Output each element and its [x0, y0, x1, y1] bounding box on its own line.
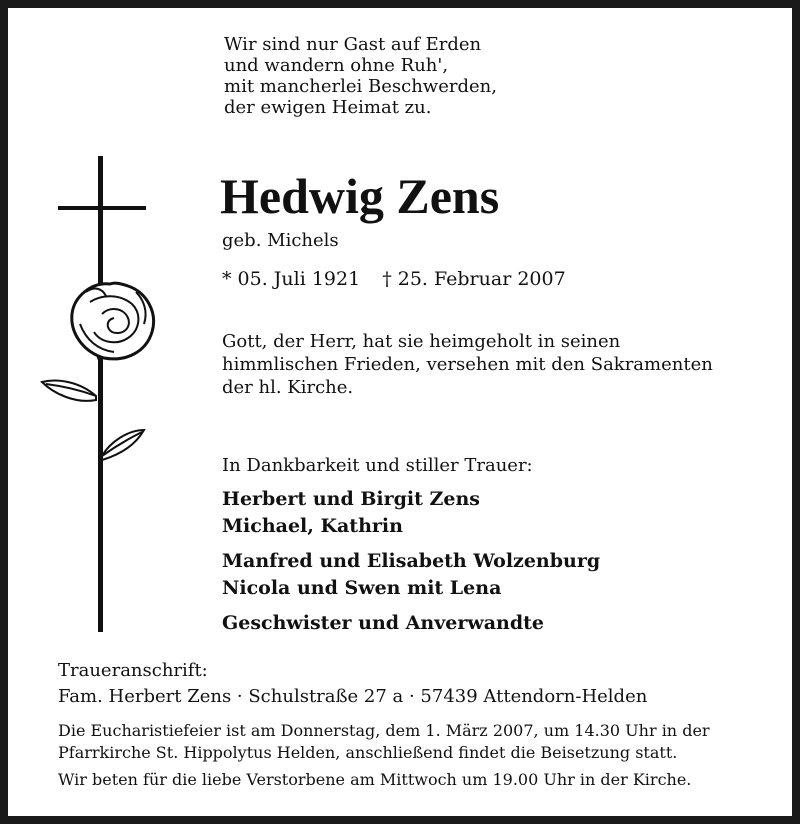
- poem: [224, 34, 604, 118]
- prayer-info: Wir beten für die liebe Verstorbene am Mittwoch um 19.00 Uhr in der Kirche.: [58, 770, 692, 789]
- cross-with-rose-icon: [40, 156, 170, 636]
- service-line: Pfarrkirche St. Hippolytus Helden, anschließend findet die Beisetzung statt.: [58, 743, 678, 762]
- service-line: Die Eucharistiefeier ist am Donnerstag, dem 1. März 2007, um 14.30 Uhr in der: [58, 721, 710, 740]
- mourner-group: [222, 486, 480, 540]
- life-dates: [222, 268, 566, 290]
- poem-line: mit mancherlei Beschwerden,: [224, 76, 497, 97]
- mourner-line: Geschwister und Anverwandte: [222, 612, 545, 634]
- poem-line: und wandern ohne Ruh',: [224, 55, 449, 76]
- mourner-group: [222, 548, 600, 602]
- mourners-intro: In Dankbarkeit und stiller Trauer:: [222, 455, 533, 476]
- deceased-name: Hedwig Zens: [220, 168, 500, 224]
- rose-icon: [42, 283, 154, 536]
- faith-line: Gott, der Herr, hat sie heimgeholt in seinen: [222, 331, 621, 352]
- death-date: † 25. Februar 2007: [382, 268, 566, 290]
- address-label: Traueranschrift:: [58, 660, 208, 681]
- poem-line: der ewigen Heimat zu.: [224, 97, 432, 118]
- maiden-name: geb. Michels: [222, 230, 339, 251]
- mourner-line: Nicola und Swen mit Lena: [222, 577, 502, 599]
- service-info: [58, 720, 710, 764]
- faith-line: der hl. Kirche.: [222, 377, 354, 398]
- address-value: Fam. Herbert Zens · Schulstraße 27 a · 57439 Attendorn-Helden: [58, 686, 648, 707]
- mourner-group: [222, 610, 544, 637]
- faith-line: himmlischen Frieden, versehen mit den Sakramenten: [222, 354, 713, 375]
- mourner-line: Michael, Kathrin: [222, 515, 403, 537]
- birth-date: * 05. Juli 1921: [222, 268, 361, 290]
- faith-statement: [222, 330, 782, 399]
- mourner-line: Herbert und Birgit Zens: [222, 488, 481, 510]
- mourner-line: Manfred und Elisabeth Wolzenburg: [222, 550, 601, 572]
- poem-line: Wir sind nur Gast auf Erden: [224, 34, 482, 55]
